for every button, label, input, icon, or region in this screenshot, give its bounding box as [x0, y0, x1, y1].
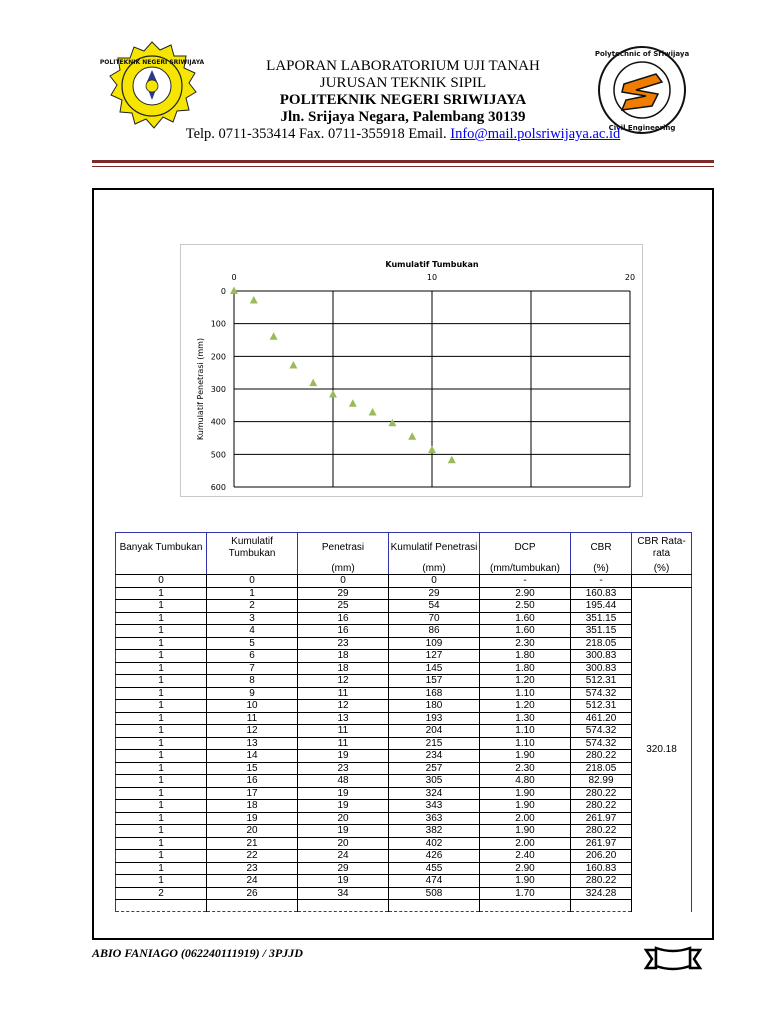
table-cell: 280.22	[571, 787, 632, 800]
table-cell: 195.44	[571, 600, 632, 613]
table-cell: 29	[389, 587, 480, 600]
table-row	[116, 850, 692, 863]
table-cell: 2.00	[480, 812, 571, 825]
table-row	[116, 800, 692, 813]
table-row	[116, 825, 692, 838]
table-cell: 16	[298, 612, 389, 625]
table-cell: 168	[389, 687, 480, 700]
table-cell: 0	[389, 575, 480, 588]
table-row	[116, 737, 692, 750]
table-cell: 204	[389, 725, 480, 738]
table-cell: 1	[116, 812, 207, 825]
table-cell	[116, 900, 207, 912]
table-cell: 382	[389, 825, 480, 838]
chart-y-tick-label: 100	[210, 319, 226, 329]
table-row	[116, 700, 692, 713]
dcp-chart	[180, 244, 643, 497]
table-cell: 3	[207, 612, 298, 625]
table-cell: 1.10	[480, 687, 571, 700]
table-body	[116, 575, 692, 912]
table-cell: 2	[116, 887, 207, 900]
table-cell: 300.83	[571, 662, 632, 675]
table-cell: 1.20	[480, 700, 571, 713]
chart-point	[309, 379, 317, 387]
table-cell: 2.00	[480, 837, 571, 850]
table-cell: 280.22	[571, 800, 632, 813]
table-cell	[480, 900, 571, 912]
table-cell: 145	[389, 662, 480, 675]
chart-point	[349, 399, 357, 407]
chart-y-tick-label: 200	[210, 352, 226, 362]
civil-logo-text-bottom: Civil Engineering	[608, 124, 676, 132]
table-cell: 2.50	[480, 600, 571, 613]
institution-address: Jln. Srijaya Negara, Palembang 30139	[280, 109, 526, 125]
table-cell: 16	[207, 775, 298, 788]
table-cell: 19	[298, 750, 389, 763]
letterhead	[150, 58, 656, 143]
table-cell: 1	[207, 587, 298, 600]
table-cell: 70	[389, 612, 480, 625]
table-cell: 157	[389, 675, 480, 688]
table-cell: 280.22	[571, 875, 632, 888]
table-cell: 1.60	[480, 612, 571, 625]
chart-title: Kumulatif Tumbukan	[385, 260, 479, 269]
chart-x-tick-label: 10	[426, 273, 438, 282]
table-cell: 2	[207, 600, 298, 613]
table-cell: 280.22	[571, 750, 632, 763]
table-cell: 1.90	[480, 800, 571, 813]
column-header: CBR	[571, 533, 632, 563]
table-row-blank	[116, 900, 692, 912]
chart-y-tick-label: 300	[210, 385, 226, 394]
column-unit	[116, 563, 207, 575]
cbr-average-value: 320.18	[632, 587, 692, 912]
chart-y-tick-label: 500	[210, 450, 226, 460]
table-cell: 86	[389, 625, 480, 638]
table-cell: 2.40	[480, 850, 571, 863]
table-cell	[298, 900, 389, 912]
table-cell: 1.20	[480, 675, 571, 688]
table-cell: 20	[298, 837, 389, 850]
table-cell: 1	[116, 675, 207, 688]
table-row	[116, 787, 692, 800]
table-cell: 34	[298, 887, 389, 900]
table-cell: 2.90	[480, 587, 571, 600]
table-cell: 26	[207, 887, 298, 900]
table-cell	[389, 900, 480, 912]
chart-point	[369, 408, 377, 416]
table-cell: 2.30	[480, 762, 571, 775]
table-cell: 2.90	[480, 862, 571, 875]
table-cell: 1	[116, 587, 207, 600]
column-header: Banyak Tumbukan	[116, 533, 207, 563]
table-cell: 1	[116, 775, 207, 788]
table-cell: 16	[298, 625, 389, 638]
table-cell: 21	[207, 837, 298, 850]
table-cell: 218.05	[571, 762, 632, 775]
table-row	[116, 887, 692, 900]
table-cell: 193	[389, 712, 480, 725]
column-unit: (mm)	[389, 563, 480, 575]
table-cell: 12	[298, 675, 389, 688]
table-cell: 261.97	[571, 837, 632, 850]
chart-y-axis-label: Kumulatif Penetrasi (mm)	[196, 337, 205, 441]
chart-point	[408, 432, 416, 440]
table-cell: 1	[116, 800, 207, 813]
table-cell: -	[571, 575, 632, 588]
author-footer: ABIO FANIAGO (062240111919) / 3PJJD	[92, 946, 303, 960]
table-cell: 1	[116, 750, 207, 763]
table-cell: 29	[298, 587, 389, 600]
column-header: Penetrasi	[298, 533, 389, 563]
table-cell: 343	[389, 800, 480, 813]
lab-report-title: LAPORAN LABORATORIUM UJI TANAH	[266, 58, 540, 74]
chart-point	[250, 296, 258, 304]
table-cell: 402	[389, 837, 480, 850]
table-cell: 23	[298, 637, 389, 650]
table-cell: 257	[389, 762, 480, 775]
table-cell: 0	[116, 575, 207, 588]
table-cell: 24	[298, 850, 389, 863]
table-cell: 19	[298, 800, 389, 813]
table-cell: 17	[207, 787, 298, 800]
contact-line	[110, 126, 696, 143]
table-cell: 363	[389, 812, 480, 825]
table-row	[116, 775, 692, 788]
table-cell: 305	[389, 775, 480, 788]
table-cell: 324.28	[571, 887, 632, 900]
table-cell: 1	[116, 737, 207, 750]
table-cell: 206.20	[571, 850, 632, 863]
ribbon-icon	[642, 944, 704, 974]
table-cell: 48	[298, 775, 389, 788]
table-cell: 19	[298, 787, 389, 800]
table-cell: 1	[116, 850, 207, 863]
chart-x-tick-label: 20	[624, 273, 636, 282]
table-cell: 13	[298, 712, 389, 725]
table-cell: 1	[116, 650, 207, 663]
table-cell: 1.90	[480, 787, 571, 800]
table-cell: 218.05	[571, 637, 632, 650]
table-cell: 4	[207, 625, 298, 638]
table-row	[116, 837, 692, 850]
table-cell: 351.15	[571, 612, 632, 625]
column-header: CBR Rata-rata	[632, 533, 692, 563]
table-cell: 109	[389, 637, 480, 650]
table-cell: 11	[298, 737, 389, 750]
header-divider-thick	[92, 160, 714, 163]
column-header: Kumulatif Penetrasi	[389, 533, 480, 563]
table-cell: 1.10	[480, 737, 571, 750]
table-row	[116, 600, 692, 613]
table-cell: 82.99	[571, 775, 632, 788]
table-row	[116, 862, 692, 875]
table-row	[116, 762, 692, 775]
table-cell: 1	[116, 725, 207, 738]
table-cell: 324	[389, 787, 480, 800]
column-unit	[207, 563, 298, 575]
table-row	[116, 650, 692, 663]
column-unit: (%)	[571, 563, 632, 575]
table-row	[116, 750, 692, 763]
table-cell: 25	[298, 600, 389, 613]
table-cell: 1	[116, 787, 207, 800]
table-cell: 508	[389, 887, 480, 900]
table-cell: 574.32	[571, 687, 632, 700]
column-header: DCP	[480, 533, 571, 563]
column-header: Kumulatif Tumbukan	[207, 533, 298, 563]
table-cell: 512.31	[571, 700, 632, 713]
table-cell: 23	[207, 862, 298, 875]
chart-y-tick-label: 400	[210, 417, 226, 427]
table-cell: 0	[298, 575, 389, 588]
table-cell: 19	[298, 825, 389, 838]
table-row	[116, 875, 692, 888]
dcp-chart-svg	[181, 245, 644, 498]
table-cell: 14	[207, 750, 298, 763]
institution-name: POLITEKNIK NEGERI SRIWIJAYA	[279, 92, 527, 108]
chart-x-tick-label: 0	[231, 273, 237, 282]
table-row	[116, 712, 692, 725]
table-cell: 1.70	[480, 887, 571, 900]
dcp-table-wrapper	[115, 532, 691, 912]
table-cell: 10	[207, 700, 298, 713]
table-cell: 280.22	[571, 825, 632, 838]
table-cell: 234	[389, 750, 480, 763]
table-row	[116, 587, 692, 600]
table-cell: 1	[116, 712, 207, 725]
table-row	[116, 675, 692, 688]
table-row	[116, 662, 692, 675]
table-cell: 20	[298, 812, 389, 825]
table-cell: 1	[116, 662, 207, 675]
table-row	[116, 687, 692, 700]
table-cell: 7	[207, 662, 298, 675]
table-cell: 12	[207, 725, 298, 738]
table-cell: 11	[207, 712, 298, 725]
chart-point	[230, 287, 238, 295]
table-cell: 4.80	[480, 775, 571, 788]
table-cell: 29	[298, 862, 389, 875]
civil-logo-text-top: Polytechnic of Sriwijaya	[594, 50, 690, 58]
email-link[interactable]: Info@mail.polsriwijaya.ac.id	[450, 126, 621, 142]
table-cell: 15	[207, 762, 298, 775]
table-cell: 351.15	[571, 625, 632, 638]
chart-point	[388, 419, 396, 427]
table-cell: 23	[298, 762, 389, 775]
table-cell: 1	[116, 687, 207, 700]
polsri-logo-text: POLITEKNIK NEGERI SRIWIJAYA	[99, 59, 205, 66]
table-cell: 1.30	[480, 712, 571, 725]
column-unit: (mm/tumbukan)	[480, 563, 571, 575]
table-cell: 426	[389, 850, 480, 863]
table-cell	[571, 900, 632, 912]
table-cell: 1.80	[480, 650, 571, 663]
table-cell: 22	[207, 850, 298, 863]
table-cell: 474	[389, 875, 480, 888]
table-cell: 1	[116, 625, 207, 638]
chart-point	[329, 390, 337, 398]
table-cell: 18	[207, 800, 298, 813]
chart-point	[428, 446, 436, 454]
table-row	[116, 575, 692, 588]
table-header-row	[116, 533, 692, 563]
table-cell: 300.83	[571, 650, 632, 663]
table-cell: 24	[207, 875, 298, 888]
department-name: JURUSAN TEKNIK SIPIL	[319, 75, 487, 91]
table-cell: 20	[207, 825, 298, 838]
table-cell: 574.32	[571, 725, 632, 738]
chart-y-tick-label: 600	[210, 483, 226, 492]
table-cell: 2.30	[480, 637, 571, 650]
table-row	[116, 812, 692, 825]
table-cell: 455	[389, 862, 480, 875]
table-cell: 1.90	[480, 825, 571, 838]
chart-point	[289, 361, 297, 369]
table-cell: 1	[116, 700, 207, 713]
table-cell: 461.20	[571, 712, 632, 725]
table-cell: 1.80	[480, 662, 571, 675]
table-cell: 1	[116, 862, 207, 875]
table-cell: 18	[298, 662, 389, 675]
table-cell	[632, 575, 692, 588]
table-cell: 0	[207, 575, 298, 588]
table-row	[116, 612, 692, 625]
table-cell: 12	[298, 700, 389, 713]
table-cell	[207, 900, 298, 912]
table-row	[116, 625, 692, 638]
table-cell: 11	[298, 725, 389, 738]
table-cell: 160.83	[571, 587, 632, 600]
chart-y-tick-label: 0	[220, 287, 226, 296]
table-cell: 11	[298, 687, 389, 700]
table-cell: 6	[207, 650, 298, 663]
table-cell: 19	[298, 875, 389, 888]
table-cell: 1	[116, 837, 207, 850]
table-cell: 19	[207, 812, 298, 825]
table-row	[116, 637, 692, 650]
table-cell: 1.60	[480, 625, 571, 638]
table-cell: 9	[207, 687, 298, 700]
table-cell: 1	[116, 637, 207, 650]
table-cell: 160.83	[571, 862, 632, 875]
chart-point	[448, 456, 456, 464]
table-cell: 1	[116, 762, 207, 775]
column-unit: (mm)	[298, 563, 389, 575]
table-cell: 1.90	[480, 750, 571, 763]
table-cell: 261.97	[571, 812, 632, 825]
column-unit: (%)	[632, 563, 692, 575]
table-cell: 512.31	[571, 675, 632, 688]
table-cell: 1.90	[480, 875, 571, 888]
table-units-row	[116, 563, 692, 575]
contact-phone-fax: Telp. 0711-353414 Fax. 0711-355918 Email.	[185, 126, 451, 142]
table-cell: 180	[389, 700, 480, 713]
table-cell: 8	[207, 675, 298, 688]
table-cell: 1.10	[480, 725, 571, 738]
table-cell: 1	[116, 875, 207, 888]
table-cell: 215	[389, 737, 480, 750]
table-row	[116, 725, 692, 738]
table-cell: 18	[298, 650, 389, 663]
dcp-table	[115, 532, 692, 912]
table-cell: 1	[116, 825, 207, 838]
table-cell: 1	[116, 600, 207, 613]
chart-point	[270, 332, 278, 340]
table-cell: -	[480, 575, 571, 588]
header-divider-thin	[92, 166, 714, 167]
table-cell: 1	[116, 612, 207, 625]
table-cell: 127	[389, 650, 480, 663]
table-cell: 5	[207, 637, 298, 650]
table-cell: 13	[207, 737, 298, 750]
table-cell: 574.32	[571, 737, 632, 750]
table-cell: 54	[389, 600, 480, 613]
